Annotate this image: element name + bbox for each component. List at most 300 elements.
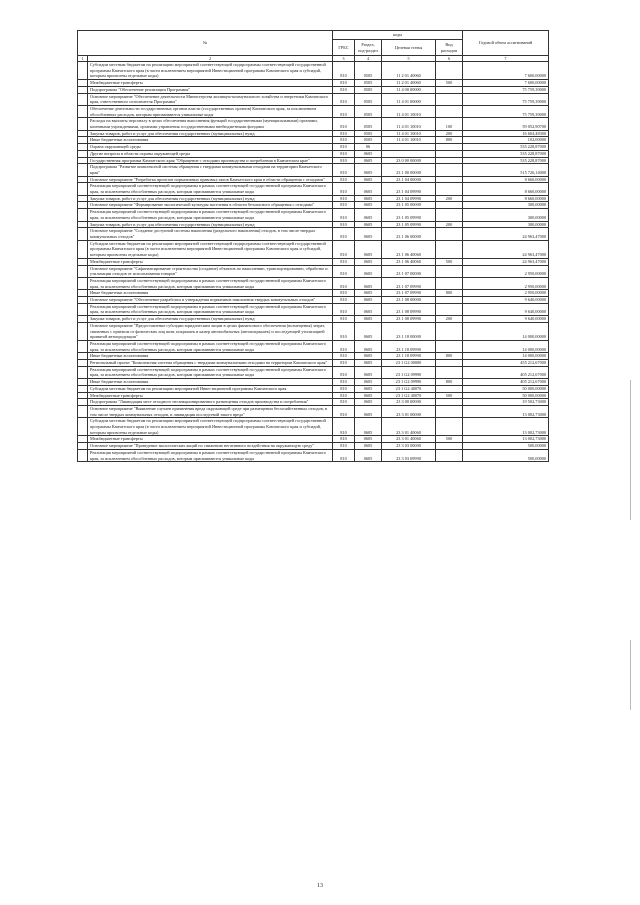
row-grbs: 810 (333, 221, 355, 228)
row-number-cell (78, 353, 88, 360)
row-grbs: 810 (333, 144, 355, 151)
row-number-cell (78, 118, 88, 130)
row-amount: 405 212,67000 (463, 366, 549, 378)
row-expense-type: 200 (436, 221, 463, 228)
row-number-cell (78, 449, 88, 461)
row-target-code: 11 4 01 00000 (382, 93, 436, 105)
table-row (78, 436, 549, 443)
row-expense-type: 800 (436, 137, 463, 144)
row-section: 0605 (355, 290, 382, 297)
budget-table (77, 30, 549, 462)
row-expense-type (436, 209, 463, 221)
table-row (78, 392, 549, 399)
row-name: Реализация мероприятий соответствующей подпрограммы в рамках соответствующей государственной программы Камчатского края, за исключением обособленных расходов, которым присваиваются уникальные коды (88, 277, 333, 289)
row-name: Основное мероприятие "Сафинансирование строительства (создание) объектов по накоплению, транспортированию, обработке и утилизации отходов от использования товаров" (88, 265, 333, 277)
row-name: Субсидии местным бюджетам на реализацию мероприятий Инвестиционной программы Камчатского края (88, 385, 333, 392)
row-number-cell (78, 436, 88, 443)
row-name: Закупка товаров, работ и услуг для обеспечения государственных (муниципальных) нужд (88, 221, 333, 228)
row-section: 0605 (355, 443, 382, 450)
table-row (78, 340, 549, 352)
row-expense-type (436, 443, 463, 450)
row-section: 0605 (355, 379, 382, 386)
row-target-code (382, 144, 436, 151)
row-name: Основное мероприятие "Предоставление субсидии юридическим лицам в целях финансового обеспечения (возмещения) затрат, связанных с приемом от физических лиц шин, покрышек и камер автомобильных (автопокрышек) и последующей утилизацией принятой автопродукции" (88, 322, 333, 340)
row-grbs: 810 (333, 436, 355, 443)
row-amount: 8 660,00000 (463, 195, 549, 202)
table-row (78, 150, 549, 157)
row-target-code: 11 4 01 10010 (382, 137, 436, 144)
row-section: 0505 (355, 62, 382, 80)
row-grbs: 810 (333, 157, 355, 164)
header-grbs: ГРБС (333, 40, 355, 56)
row-name: Основное мероприятие "Разработка проектов нормативных правовых актов Камчатского края в области обращения с отходами" (88, 176, 333, 183)
row-number-cell (78, 62, 88, 80)
table-row (78, 130, 549, 137)
row-grbs: 810 (333, 385, 355, 392)
row-number-cell (78, 265, 88, 277)
row-name: Основное мероприятие "Выявление случаев причинения вреда окружающей среде при размещении бесхозяйственных отходов, в том числе твердых коммунальных отходов, и ликвидация последствий такого вреда" (88, 405, 333, 417)
row-number-cell (78, 228, 88, 240)
table-body (78, 62, 549, 462)
row-target-code: 11 4 00 00000 (382, 86, 436, 93)
row-grbs: 810 (333, 258, 355, 265)
row-target-code: 23 1 06 40060 (382, 258, 436, 265)
row-amount: 405 212,67000 (463, 379, 549, 386)
row-target-code: 11 4 01 10010 (382, 118, 436, 130)
row-target-code: 23 1 04 09990 (382, 183, 436, 195)
row-section: 0605 (355, 157, 382, 164)
row-expense-type: 800 (436, 353, 463, 360)
row-grbs: 810 (333, 209, 355, 221)
table-row (78, 80, 549, 87)
row-section: 0605 (355, 228, 382, 240)
table-row (78, 449, 549, 461)
row-grbs: 810 (333, 449, 355, 461)
row-grbs: 810 (333, 240, 355, 258)
row-expense-type (436, 449, 463, 461)
table-row (78, 240, 549, 258)
row-amount: 535 228,87000 (463, 150, 549, 157)
table-row (78, 353, 549, 360)
row-section: 0505 (355, 130, 382, 137)
column-number: 1 (78, 56, 88, 62)
row-number-cell (78, 316, 88, 323)
row-section: 0605 (355, 418, 382, 436)
row-amount: 14 000,00000 (463, 340, 549, 352)
row-expense-type: 500 (436, 436, 463, 443)
row-expense-type: 200 (436, 195, 463, 202)
row-expense-type: 200 (436, 316, 463, 323)
row-number-cell (78, 240, 88, 258)
row-section: 0605 (355, 340, 382, 352)
row-expense-type (436, 385, 463, 392)
row-name: Реализация мероприятий соответствующей подпрограммы в рамках соответствующей государственной программы Камчатского края, за исключением обособленных расходов, которым присваиваются уникальные коды (88, 209, 333, 221)
row-grbs: 810 (333, 176, 355, 183)
row-name: Основное мероприятие "Формирование экологической культуры населения в области безопасного обращения с отходами" (88, 202, 333, 209)
row-section: 0605 (355, 202, 382, 209)
row-name: Закупка товаров, работ и услуг для обеспечения государственных (муниципальных) нужд (88, 130, 333, 137)
row-amount: 75 759,39000 (463, 105, 549, 117)
row-number-cell (78, 183, 88, 195)
row-section: 0605 (355, 303, 382, 315)
row-name: Основное мероприятие "Создание доступной системы накопления (раздельного накопления) отходов, в том числе твердых коммунальных отходов" (88, 228, 333, 240)
row-expense-type (436, 164, 463, 176)
row-target-code: 23 1 08 00000 (382, 297, 436, 304)
row-grbs: 810 (333, 366, 355, 378)
row-grbs: 810 (333, 150, 355, 157)
row-number-cell (78, 392, 88, 399)
row-expense-type (436, 322, 463, 340)
row-grbs: 810 (333, 118, 355, 130)
table-row (78, 202, 549, 209)
row-grbs: 810 (333, 93, 355, 105)
row-name: Реализация мероприятий соответствующей подпрограммы в рамках соответствующей государственной программы Камчатского края, за исключением обособленных расходов, которым присваиваются уникальные коды (88, 449, 333, 461)
row-expense-type (436, 418, 463, 436)
row-expense-type (436, 150, 463, 157)
row-expense-type (436, 303, 463, 315)
row-number-cell (78, 290, 88, 297)
table-row (78, 221, 549, 228)
row-grbs: 810 (333, 183, 355, 195)
row-number-cell (78, 399, 88, 406)
row-grbs: 810 (333, 379, 355, 386)
row-name: Подпрограмма "Ликвидация мест отходного несанкционированного размещения отходов производства и потребления" (88, 399, 333, 406)
row-name: Реализация мероприятий соответствующей подпрограммы в рамках соответствующей государственной программы Камчатского края, за исключением обособленных расходов, которым присваиваются уникальные коды (88, 366, 333, 378)
row-target-code: 23 1 06 00000 (382, 228, 436, 240)
table-row (78, 379, 549, 386)
row-target-code: 23 1 18 09990 (382, 353, 436, 360)
row-name: Основное мероприятие "Обеспечение деятельности Министерства жилищно-коммунального хозяйства и энергетики Камчатского края, ответственного исполнителя Программы" (88, 93, 333, 105)
row-number-cell (78, 405, 88, 417)
row-amount: 16 604,48300 (463, 130, 549, 137)
column-number: 5 (382, 56, 436, 62)
row-expense-type (436, 62, 463, 80)
row-amount: 9 640,00000 (463, 316, 549, 323)
row-number-cell (78, 277, 88, 289)
row-section: 0605 (355, 150, 382, 157)
row-section: 0605 (355, 240, 382, 258)
row-amount: 515 726,14000 (463, 164, 549, 176)
row-number-cell (78, 322, 88, 340)
row-grbs: 810 (333, 137, 355, 144)
scan-margin-line (630, 640, 631, 710)
row-expense-type: 100 (436, 118, 463, 130)
row-name: Закупка товаров, работ и услуг для обеспечения государственных (муниципальных) нужд (88, 316, 333, 323)
row-name: Субсидии местным бюджетам на реализацию мероприятий соответствующей подпрограммы соответствующей государственной программы Камчатского края (в части исключением мероприятий Инвестиционной программы Камчатского края и субсидий, которым присвоены отдельные коды) (88, 62, 333, 80)
header-expense-type: Вид расходов (436, 40, 463, 56)
table-row (78, 405, 549, 417)
table-row (78, 258, 549, 265)
page-number: 13 (317, 883, 323, 889)
row-target-code: 23 1 00 00000 (382, 164, 436, 176)
row-section: 0605 (355, 399, 382, 406)
row-name: Обеспечение деятельности государственных органов власти (государственных органов) Камчатского края, за исключением обособленных расходов, которым присваиваются уникальные коды (88, 105, 333, 117)
table-row (78, 385, 549, 392)
row-amount: 8 660,00000 (463, 183, 549, 195)
row-section: 0605 (355, 209, 382, 221)
row-grbs: 810 (333, 265, 355, 277)
row-name: Межбюджетные трансферты (88, 392, 333, 399)
row-target-code: 23 1 G2 00000 (382, 360, 436, 367)
row-amount: 24 963,47000 (463, 240, 549, 258)
row-target-code: 11 4 01 10010 (382, 105, 436, 117)
table-row (78, 137, 549, 144)
row-amount: 13 002,73000 (463, 436, 549, 443)
row-expense-type (436, 277, 463, 289)
row-expense-type (436, 265, 463, 277)
row-expense-type (436, 93, 463, 105)
row-target-code: 23 3 03 09990 (382, 449, 436, 461)
row-number-cell (78, 385, 88, 392)
row-target-code: 23 1 18 09990 (382, 340, 436, 352)
row-name: Межбюджетные трансферты (88, 258, 333, 265)
row-section: 0605 (355, 297, 382, 304)
table-row (78, 277, 549, 289)
row-target-code: 23 1 05 09990 (382, 209, 436, 221)
row-expense-type: 800 (436, 379, 463, 386)
row-amount: 2 950,00000 (463, 265, 549, 277)
row-grbs: 810 (333, 86, 355, 93)
row-name: Региональный проект "Комплексная система обращения с твердыми коммунальными отходами на территории Камчатского края" (88, 360, 333, 367)
row-amount: 75 759,39000 (463, 93, 549, 105)
row-amount: 300,00000 (463, 202, 549, 209)
row-number-cell (78, 297, 88, 304)
row-number-cell (78, 150, 88, 157)
row-number-cell (78, 209, 88, 221)
row-section: 0605 (355, 195, 382, 202)
row-section: 0605 (355, 176, 382, 183)
row-target-code: 23 1 07 09990 (382, 277, 436, 289)
column-number: 3 (333, 56, 355, 62)
column-number: 7 (463, 56, 549, 62)
row-number-cell (78, 130, 88, 137)
row-section: 0605 (355, 316, 382, 323)
row-target-code: 23 3 01 40060 (382, 418, 436, 436)
row-amount: 300,00000 (463, 221, 549, 228)
row-grbs: 810 (333, 405, 355, 417)
row-grbs: 810 (333, 360, 355, 367)
row-name: Субсидии местным бюджетам на реализацию мероприятий соответствующей подпрограммы соответствующей государственной программы Камчатского края (в части исключением мероприятий Инвестиционной программы Камчатского края и субсидий, которым присвоены отдельные коды) (88, 418, 333, 436)
row-expense-type (436, 228, 463, 240)
row-amount: 19 502,73000 (463, 399, 549, 406)
row-section: 0605 (355, 258, 382, 265)
row-amount: 24 963,47000 (463, 228, 549, 240)
row-target-code: 11 2 01 40060 (382, 62, 436, 80)
row-expense-type (436, 105, 463, 117)
row-number-cell (78, 418, 88, 436)
row-name: Межбюджетные трансферты (88, 80, 333, 87)
row-target-code: 23 1 07 00000 (382, 265, 436, 277)
table-row (78, 265, 549, 277)
header-codes: коды (333, 31, 463, 40)
row-number-cell (78, 258, 88, 265)
row-expense-type: 800 (436, 290, 463, 297)
row-amount: 500,00000 (463, 443, 549, 450)
table-row (78, 118, 549, 130)
row-section: 0605 (355, 265, 382, 277)
row-amount: 75 759,39000 (463, 86, 549, 93)
row-section: 0605 (355, 183, 382, 195)
row-name: Подпрограмма "Обеспечение реализации Программы" (88, 86, 333, 93)
row-name: Реализация мероприятий соответствующей подпрограммы в рамках соответствующей государственной программы Камчатского края, за исключением обособленных расходов, которым присваиваются уникальные коды (88, 340, 333, 352)
row-name: Другие вопросы в области охраны окружающей среды (88, 150, 333, 157)
row-grbs: 810 (333, 277, 355, 289)
row-section: 0605 (355, 436, 382, 443)
row-amount: 455 212,67000 (463, 360, 549, 367)
row-number-cell (78, 366, 88, 378)
row-target-code: 23 3 01 00000 (382, 405, 436, 417)
row-section: 0605 (355, 360, 382, 367)
column-number: 6 (436, 56, 463, 62)
table-row (78, 195, 549, 202)
row-expense-type: 500 (436, 392, 463, 399)
row-number-cell (78, 443, 88, 450)
header-target: Целевая статья (382, 40, 436, 56)
row-number-cell (78, 80, 88, 87)
row-grbs: 810 (333, 164, 355, 176)
column-number: 2 (88, 56, 333, 62)
row-name: Закупка товаров, работ и услуг для обеспечения государственных (муниципальных) нужд (88, 195, 333, 202)
row-grbs: 810 (333, 443, 355, 450)
row-amount: 7 600,00000 (463, 62, 549, 80)
row-grbs: 810 (333, 353, 355, 360)
row-number-cell (78, 360, 88, 367)
row-amount: 50 000,00000 (463, 392, 549, 399)
row-number-cell (78, 105, 88, 117)
row-amount: 14 000,00000 (463, 353, 549, 360)
row-section: 0605 (355, 322, 382, 340)
row-number-cell (78, 137, 88, 144)
row-section: 0605 (355, 366, 382, 378)
row-name: Иные бюджетные ассигнования (88, 379, 333, 386)
table-row (78, 322, 549, 340)
row-target-code: 23 1 G2 09990 (382, 366, 436, 378)
row-target-code: 23 1 G2 09990 (382, 379, 436, 386)
row-expense-type (436, 240, 463, 258)
row-target-code: 23 1 05 09990 (382, 221, 436, 228)
table-row (78, 164, 549, 176)
row-section: 0505 (355, 105, 382, 117)
row-expense-type (436, 202, 463, 209)
row-grbs: 810 (333, 228, 355, 240)
row-target-code: 23 1 05 00000 (382, 202, 436, 209)
row-amount: 13 002,73000 (463, 418, 549, 436)
row-expense-type (436, 86, 463, 93)
row-target-code: 23 1 07 09990 (382, 290, 436, 297)
row-amount: 535 228,87000 (463, 144, 549, 151)
table-row (78, 144, 549, 151)
row-target-code: 23 3 03 00000 (382, 443, 436, 450)
row-expense-type (436, 157, 463, 164)
row-section: 0605 (355, 405, 382, 417)
row-amount: 9 640,00000 (463, 303, 549, 315)
row-number-cell (78, 202, 88, 209)
row-target-code: 23 0 00 00000 (382, 157, 436, 164)
table-row (78, 209, 549, 221)
row-grbs: 810 (333, 195, 355, 202)
table-row (78, 105, 549, 117)
header-number: № (78, 31, 333, 56)
row-expense-type: 500 (436, 258, 463, 265)
table-row (78, 93, 549, 105)
table-row (78, 366, 549, 378)
row-section: 0605 (355, 277, 382, 289)
row-target-code: 23 3 00 00000 (382, 399, 436, 406)
row-section: 0505 (355, 118, 382, 130)
row-number-cell (78, 221, 88, 228)
row-target-code: 23 3 01 40060 (382, 436, 436, 443)
row-expense-type (436, 340, 463, 352)
row-amount: 13 002,73000 (463, 405, 549, 417)
row-grbs: 810 (333, 399, 355, 406)
table-row (78, 360, 549, 367)
row-amount: 500,00000 (463, 449, 549, 461)
row-name: Реализация мероприятий соответствующей подпрограммы в рамках соответствующей государственной программы Камчатского края, за исключением обособленных расходов, которым присваиваются уникальные коды (88, 303, 333, 315)
row-grbs: 810 (333, 105, 355, 117)
table-row (78, 316, 549, 323)
row-target-code: 23 1 G2 40070 (382, 385, 436, 392)
row-amount: 9 640,00000 (463, 297, 549, 304)
row-grbs: 810 (333, 62, 355, 80)
row-grbs: 810 (333, 340, 355, 352)
row-name: Иные бюджетные ассигнования (88, 353, 333, 360)
table-row (78, 418, 549, 436)
row-grbs: 810 (333, 322, 355, 340)
row-amount: 7 600,00000 (463, 80, 549, 87)
row-name: Иные бюджетные ассигнования (88, 290, 333, 297)
table-row (78, 176, 549, 183)
row-section: 0505 (355, 86, 382, 93)
row-grbs: 810 (333, 392, 355, 399)
row-number-cell (78, 93, 88, 105)
row-name: Основное мероприятие "Проведение экологических акций по снижению негативного воздействия на окружающую среду" (88, 443, 333, 450)
row-target-code: 23 1 04 09990 (382, 195, 436, 202)
row-grbs: 810 (333, 130, 355, 137)
table-row (78, 290, 549, 297)
row-grbs: 810 (333, 297, 355, 304)
row-expense-type (436, 366, 463, 378)
row-number-cell (78, 157, 88, 164)
row-expense-type: 200 (436, 130, 463, 137)
row-amount: 2 950,00000 (463, 277, 549, 289)
row-number-cell (78, 86, 88, 93)
row-grbs: 810 (333, 418, 355, 436)
table-row (78, 399, 549, 406)
table-row (78, 303, 549, 315)
row-section: 0605 (355, 449, 382, 461)
row-number-cell (78, 340, 88, 352)
row-expense-type (436, 405, 463, 417)
row-target-code: 23 1 08 09990 (382, 303, 436, 315)
row-grbs: 810 (333, 290, 355, 297)
budget-table-sheet (77, 30, 548, 462)
row-section: 0505 (355, 80, 382, 87)
column-number: 4 (355, 56, 382, 62)
row-name: Межбюджетные трансферты (88, 436, 333, 443)
row-expense-type (436, 399, 463, 406)
table-row (78, 228, 549, 240)
row-number-cell (78, 303, 88, 315)
row-name: Охрана окружающей среды (88, 144, 333, 151)
row-amount: 2 950,00000 (463, 290, 549, 297)
table-row (78, 86, 549, 93)
row-number-cell (78, 379, 88, 386)
row-section: 0605 (355, 353, 382, 360)
row-expense-type (436, 297, 463, 304)
row-expense-type (436, 176, 463, 183)
row-target-code: 11 2 01 40060 (382, 80, 436, 87)
row-target-code: 23 1 06 40060 (382, 240, 436, 258)
